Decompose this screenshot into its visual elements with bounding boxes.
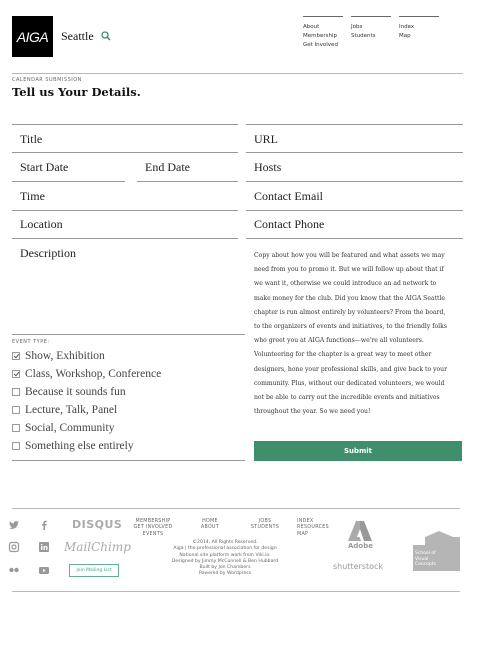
footer-link-index[interactable]: INDEX — [297, 519, 314, 524]
nav-item-map[interactable]: Map — [399, 33, 411, 39]
description-field[interactable]: Description — [20, 246, 76, 260]
location-field[interactable]: Location — [20, 217, 63, 231]
flickr-icon[interactable] — [8, 564, 20, 576]
hosts-field[interactable]: Hosts — [254, 160, 282, 174]
event-type-label: EVENT TYPE: — [12, 339, 50, 345]
twitter-icon[interactable] — [8, 519, 20, 531]
submit-button[interactable]: Submit — [254, 441, 462, 461]
checkbox[interactable] — [12, 388, 20, 396]
field-divider — [246, 210, 463, 211]
field-divider — [12, 238, 238, 239]
nav-column-3 — [399, 16, 439, 41]
footer-nav-column — [131, 519, 175, 538]
search-icon[interactable] — [101, 31, 111, 41]
footer-link-jobs[interactable]: JOBS — [258, 519, 272, 524]
nav-column-2 — [351, 16, 391, 41]
checkbox[interactable] — [12, 424, 20, 432]
field-divider — [12, 460, 245, 461]
footer-nav-column — [196, 519, 224, 532]
event-type-option-label: Something else entirely — [25, 440, 134, 452]
event-type-option[interactable] — [12, 349, 105, 363]
field-divider — [12, 152, 238, 153]
footer-divider-bottom — [12, 591, 460, 592]
linkedin-icon[interactable] — [38, 541, 50, 553]
contact-email-field[interactable]: Contact Email — [254, 189, 323, 203]
page-title: Tell us Your Details. — [12, 85, 141, 99]
contact-phone-field[interactable]: Contact Phone — [254, 217, 325, 231]
footer-link-events[interactable]: EVENTS — [142, 531, 164, 537]
nav-item-get-involved[interactable]: Get Involved — [303, 42, 338, 48]
start-date-field[interactable]: Start Date — [20, 160, 69, 174]
mailchimp-logo[interactable]: MailChimp — [64, 540, 131, 554]
footer-link-about[interactable]: ABOUT — [200, 525, 220, 531]
adobe-logo-icon[interactable] — [346, 520, 374, 542]
disqus-logo[interactable]: DISQUS — [72, 518, 123, 531]
footer-link-students[interactable]: STUDENTS — [250, 525, 280, 531]
nav-column-1 — [303, 16, 343, 50]
join-mailing-list-button[interactable]: Join Mailing List — [69, 564, 119, 577]
youtube-icon[interactable] — [38, 564, 50, 576]
field-divider — [246, 238, 463, 239]
checkbox-checked[interactable] — [12, 352, 20, 360]
field-divider — [246, 181, 463, 182]
event-type-option-label: Class, Workshop, Conference — [25, 368, 162, 380]
nav-item-jobs[interactable]: Jobs — [351, 24, 363, 30]
title-field[interactable]: Title — [20, 132, 43, 146]
footer-nav-column — [248, 519, 282, 532]
aiga-logo[interactable]: AIGA — [12, 16, 53, 57]
footer-link-get-involved[interactable]: GET INVOLVED — [133, 525, 173, 531]
footer-divider-top — [12, 508, 460, 509]
footer-nav-column — [297, 519, 331, 538]
nav-item-index[interactable]: Index — [399, 24, 415, 30]
event-type-option-label: Because it sounds fun — [25, 386, 126, 398]
field-divider — [246, 152, 463, 153]
field-divider — [137, 181, 238, 182]
field-divider — [246, 124, 463, 125]
event-type-option[interactable] — [12, 367, 161, 381]
chapter-name[interactable]: Seattle — [61, 29, 94, 43]
facebook-icon[interactable] — [38, 519, 50, 531]
checkbox[interactable] — [12, 406, 20, 414]
field-divider — [12, 124, 238, 125]
footer-link-membership[interactable]: MEMBERSHIP — [135, 519, 171, 524]
event-type-option-label: Lecture, Talk, Panel — [25, 404, 118, 416]
footer-link-resources[interactable]: RESOURCES — [297, 525, 329, 531]
adobe-wordmark[interactable]: Adobe — [348, 542, 373, 550]
header-divider — [12, 73, 463, 74]
footer-link-home[interactable]: HOME — [202, 519, 218, 524]
event-type-option[interactable] — [12, 385, 126, 399]
event-type-option-label: Show, Exhibition — [25, 350, 105, 362]
school-of-visual-concepts-text: School of Visual Concepts — [415, 551, 436, 567]
page-kicker: CALENDAR SUBMISSION — [12, 77, 82, 83]
checkbox-checked[interactable] — [12, 370, 20, 378]
shutterstock-logo[interactable]: shutterstock — [333, 562, 384, 571]
time-field[interactable]: Time — [20, 189, 45, 203]
footer-link-map[interactable]: MAP — [297, 531, 309, 537]
nav-item-membership[interactable]: Membership — [303, 33, 337, 39]
event-type-option-label: Social, Community — [25, 422, 115, 434]
nav-item-about[interactable]: About — [303, 24, 320, 30]
field-divider — [12, 334, 245, 335]
event-type-option[interactable] — [12, 439, 134, 453]
checkbox[interactable] — [12, 442, 20, 450]
url-field[interactable]: URL — [254, 132, 278, 146]
field-divider — [12, 210, 238, 211]
instagram-icon[interactable] — [8, 541, 20, 553]
event-type-option[interactable] — [12, 403, 117, 417]
field-divider — [12, 181, 125, 182]
footer-credits: ©2014, All Rights Reserved. Aiga | the professional association for design National site platform work from Viki.io. Designed by Jimmy McConnell & Ben Hubbard Built by Jon Chambers Powered by Wordpress — [171, 540, 279, 577]
submission-info-copy: Copy about how you will be featured and what assets we may need from you to promo it. But we will follow up about that if we want it, otherwise we could introduce an ad network to make money for the club. Did you know that the AIGA Seattle chapter is run almost entirely by volunteers? From the board, to the organizers of events and initiatives, to the friendly folks who greet you at AIGA functions—we're all volunteers. Volunteering for the chapter is a great way to meet other designers, hone your professional skills, and give back to your community. Plus, without our dedicated volunteers, we would not be able to carry out the incredible events and initiatives throughout the year. So we need you! — [254, 252, 448, 416]
nav-item-students[interactable]: Students — [351, 33, 376, 39]
end-date-field[interactable]: End Date — [145, 160, 190, 174]
event-type-option[interactable] — [12, 421, 114, 435]
